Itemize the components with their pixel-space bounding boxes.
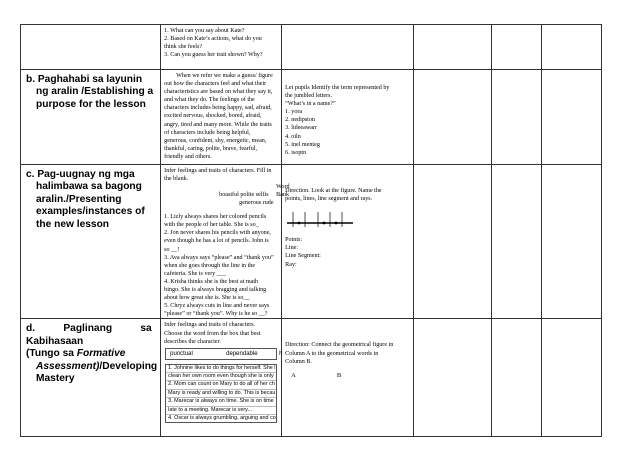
row-b-english-cell	[161, 70, 282, 165]
label-line: b. Paghahabi sa layunin	[26, 74, 143, 85]
text-line: 6. isoptn	[285, 149, 307, 156]
label-line: purpose for the lesson	[36, 98, 146, 110]
sentence-line: 3. Marecar is always on time. She is on time	[166, 398, 276, 406]
row-d	[21, 319, 602, 437]
text-line: Line:	[285, 245, 299, 252]
row-a	[21, 25, 602, 70]
question-line: think she feels?	[164, 44, 203, 51]
row-a-empty-cell	[492, 25, 542, 70]
row-c-label-cell	[21, 165, 161, 319]
text-line: 4. oiln	[285, 133, 301, 140]
text-line: “please” or “thank you”. Why is he so __?	[164, 311, 268, 318]
sentence-line: 1. Johnine likes to do things for herself. She l	[166, 365, 276, 373]
label-fragment: (Tungo sa	[26, 348, 77, 360]
text-line: Direction: Connect the geometrical figure in	[285, 342, 394, 349]
row-c	[21, 165, 602, 319]
row-b-math-text	[282, 70, 413, 157]
text-line: out how the characters feel and what their	[164, 81, 267, 88]
row-d-empty-cell	[414, 319, 492, 437]
row-a-questions-cell	[161, 25, 282, 70]
row-c-empty-cell	[414, 165, 492, 319]
text-line: When we refer we make a guess/ figure	[176, 73, 273, 79]
text-line: characteristics are based on what they say it,	[164, 89, 273, 96]
row-b-math-cell	[282, 70, 414, 165]
row-c-math-text	[282, 165, 413, 269]
choice-word: punctual	[170, 350, 193, 357]
text-line: even though he has a lot of pencils. John is	[164, 238, 269, 245]
text-line: and what they do. The feelings of the	[164, 97, 255, 104]
text-line: 3. Ava always says “please” and “thank you”	[164, 254, 274, 261]
row-a-empty-cell	[542, 25, 602, 70]
text-line: about how great she is. She is so__	[164, 295, 250, 302]
sentence-line: late to a meeting. Marecar is very...	[166, 407, 276, 415]
row-d-empty-cell	[542, 319, 602, 437]
text-line: describes the character.	[164, 338, 221, 345]
label-line: examples/instances of	[36, 206, 145, 218]
row-a-questions	[161, 25, 281, 59]
text-line: points, lines, line segment and rays.	[285, 196, 373, 203]
row-b-label	[21, 70, 160, 111]
text-line: 1. Lizly always shares her colored pencils	[164, 214, 267, 221]
text-line: 2. nedipston	[285, 117, 315, 124]
text-line: thankful, caring, polite, brave, fearful,	[164, 145, 258, 152]
text-line: angry, tired and many more. While the traits	[164, 121, 272, 128]
word-bank-row: generous rude	[239, 200, 274, 207]
figure-point	[335, 222, 338, 225]
label-fragment: Formative	[76, 348, 126, 360]
sentence-line: 4. Oscar is always grumbling, arguing and co	[168, 415, 276, 422]
question-line: 1. What can you say about Kate?	[164, 28, 245, 34]
text-line: 1. yora	[285, 109, 303, 116]
text-line: Ray:	[285, 261, 297, 268]
row-b-label-cell	[21, 70, 161, 165]
row-b	[21, 70, 602, 165]
row-c-math-cell	[282, 165, 414, 319]
text-line: Let pupils Identify the term represented by	[285, 85, 390, 91]
text-line: Column B.	[285, 358, 312, 365]
choice-word: dependable	[226, 350, 258, 357]
column-a-header: A	[291, 371, 296, 379]
row-d-label-cell	[21, 319, 161, 437]
text-line: with the people of her table. She is so_	[164, 222, 259, 229]
word-bank-row: boastful polite selfis	[219, 192, 269, 199]
text-line: bingo. She is always bragging and talking	[164, 287, 267, 294]
text-line: excited nervous, shocked, bored, afraid,	[164, 113, 262, 120]
question-line: 3. Can you guess her trait shown? Why?	[164, 52, 263, 59]
figure-point	[298, 222, 301, 225]
text-line: so __!	[164, 246, 180, 253]
text-line: Points:	[285, 237, 303, 244]
text-line: 5. Chryz always cuts in line and never says	[164, 303, 270, 310]
label-line: Mastery	[36, 373, 75, 385]
text-line: Column A to the geometrical words in	[285, 350, 379, 357]
row-c-empty-cell	[542, 165, 602, 319]
row-d-math-cell	[282, 319, 414, 437]
row-d-label	[21, 319, 160, 385]
row-a-math-cell	[282, 25, 414, 70]
label-line: Kabihasaan	[26, 335, 84, 347]
question-line: 2. Based on Kate’s actions, what do you	[164, 36, 262, 43]
column-headers	[285, 372, 410, 380]
row-c-label	[21, 165, 160, 231]
text-line: the jumbled letters.	[285, 93, 333, 100]
row-a-label-cell	[21, 25, 161, 70]
text-line: of characters include being helpful,	[164, 129, 251, 136]
row-d-english-text	[161, 319, 281, 345]
choice-word-box	[165, 348, 283, 360]
text-line: Choose the word from the box that best	[164, 330, 261, 337]
label-fragment: /Developing	[99, 360, 158, 372]
row-c-empty-cell	[492, 165, 542, 319]
label-line: aralin./Presenting	[36, 193, 122, 205]
text-line: 3. lideeawarr	[285, 125, 317, 132]
row-d-math-text	[282, 319, 413, 379]
choice-word: h	[279, 350, 283, 357]
lesson-plan-table	[20, 24, 602, 437]
text-line: Direction. Look at the figure. Name the	[285, 188, 382, 194]
label-line: d. Paglinang sa	[26, 323, 152, 335]
row-b-english-text	[161, 70, 281, 161]
text-line: 2. Jon never shares his pencils with anyone,	[164, 230, 271, 237]
figure-point	[323, 222, 326, 225]
label-line: ng aralin /Establishing a	[36, 86, 154, 98]
sentence-line: clean her own room even though she is only	[166, 373, 276, 381]
text-line: “What’s in a name?”	[285, 101, 336, 108]
text-line: friendly and others.	[164, 153, 212, 160]
text-line: generous, confident, shy, energetic, mean,	[164, 137, 267, 144]
text-line: characters includes being happy, sad, afraid,	[164, 105, 272, 112]
text-line: the blank.	[164, 176, 189, 183]
line-figure	[285, 209, 355, 229]
text-line: 5. inel menteg	[285, 141, 320, 148]
sentence-line: 2. Mom can count on Mary to do all of her ch	[166, 381, 276, 389]
row-b-empty-cell	[492, 70, 542, 165]
word-bank	[164, 183, 290, 213]
text-line: cafeteria. She is very ___	[164, 270, 226, 277]
text-line: when she goes through the line in the	[164, 262, 256, 269]
row-c-english-text	[161, 165, 290, 318]
label-line	[26, 361, 157, 373]
sentence-line: Mary is ready and willing to do. This is becau	[166, 390, 276, 398]
row-b-empty-cell	[542, 70, 602, 165]
label-fragment: Assessment)	[36, 360, 100, 372]
label-line	[26, 348, 157, 360]
label-line: halimbawa sa bagong	[36, 181, 142, 193]
word-bank-title: Word Bank	[276, 184, 290, 199]
label-line: the new lesson	[36, 218, 110, 230]
row-d-empty-cell	[492, 319, 542, 437]
sentence-box	[165, 364, 277, 424]
text-line: Line Segment:	[285, 253, 321, 260]
column-b-header: B	[336, 371, 342, 379]
row-d-english-cell	[161, 319, 282, 437]
text-line: 4. Krisha thinks she is the best at math	[164, 278, 259, 285]
text-line: Infer feelings and traits of characters.	[164, 322, 256, 329]
label-line: c. Pag-uugnay ng mga	[26, 169, 135, 180]
text-line: Infer feelings and traits of characters. Fill in	[164, 168, 272, 174]
row-a-empty-cell	[414, 25, 492, 70]
row-c-english-cell	[161, 165, 290, 319]
row-b-empty-cell	[414, 70, 492, 165]
